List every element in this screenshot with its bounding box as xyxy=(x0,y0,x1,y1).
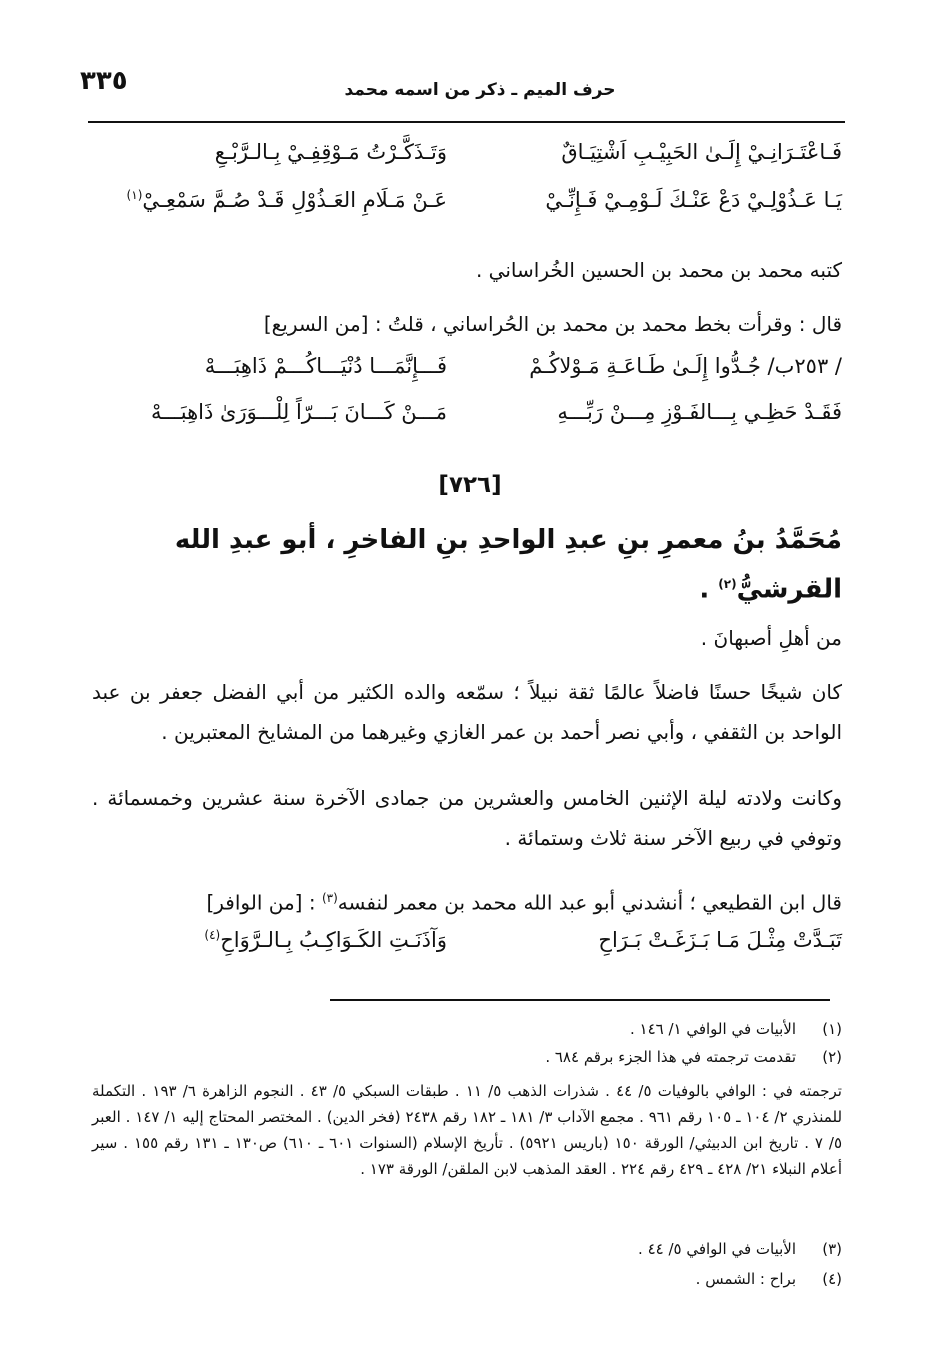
footnote xyxy=(102,1044,842,1070)
verse-line xyxy=(92,354,842,392)
footnote-text: الأبيات في الوافي ٥/ ٤٤ . xyxy=(638,1240,796,1258)
qatii-line: قال ابن القطيعي ؛ أنشدني أبو عبد الله محمد بن معمر لنفسه$^{(٣)}$ : [من الوافر] xyxy=(206,890,842,915)
footnote-ref: (٤) xyxy=(204,928,221,942)
footnote-number: (٢) xyxy=(822,1048,842,1066)
footnote-number: (٤) xyxy=(822,1270,842,1288)
header-rule xyxy=(88,121,845,123)
footnote xyxy=(102,1266,842,1292)
paragraph: كان شيخًا حسنًا فاضلاً عالمًا ثقة نبيلاً ؛ سمّعه والده الكثير من أبي الفضل جعفر بن عبد الواحد بن الثقفي ، وأبي نصر أحمد بن عمر الغازي وغيرهما من المشايخ المعتبرين . xyxy=(92,680,842,744)
page-number: ٣٣٥ xyxy=(80,66,128,96)
footnote xyxy=(102,1016,842,1042)
footnote-ref: (٢) xyxy=(718,577,737,591)
verse-second-hemistich: وَتَـذَكَّـرْتُ مَـوْقِفِـيْ بِـالـرَّبْـعِ xyxy=(214,140,447,164)
verse-first-hemistich: فَقَـدْ حَظِـي بِـــالفَـوْزِ مِـــنْ رَبِّـــهِ xyxy=(557,400,842,424)
verse-second-hemistich: عَـنْ مَـلَامِ العَـذُوْلِ قَـدْ صُـمَّ سَمْعِـيْ$^{(١)}$ xyxy=(126,188,447,212)
entry-title: مُحَمَّدُ بنُ معمرِ بنِ عبدِ الواحدِ بنِ الفاخرِ ، أبو عبدِ الله القرشيُّ$^{(٢)}$ . xyxy=(174,525,842,605)
verse-line xyxy=(92,188,842,226)
verse-second-hemistich: مَـــنْ كَـــانَ بَـــرّاً لِلْـــوَرَىٰ ذَاهِبَـــهْ xyxy=(151,400,447,424)
verse-second-hemistich: فَـــإِنَّمَـــا دُنْيَـــاكُـــمْ ذَاهِبَـــهْ xyxy=(204,354,447,378)
qala-line: قال : وقرأت بخط محمد بن محمد بن الحُراساني ، قلتُ : [من السريع] xyxy=(263,312,842,336)
footnote-ref: (١) xyxy=(126,188,143,202)
verse-first-hemistich: تَبَـدَّتْ مِثْـلَ مَـا بَـزَغَـتْ بَـرَاحِ xyxy=(598,928,842,952)
verse-line xyxy=(92,928,842,966)
footnote-text: براح : الشمس . xyxy=(695,1270,796,1288)
paragraph: من أهلِ أصبهانَ . xyxy=(700,626,842,650)
paragraph: وكانت ولادته ليلة الإثنين الخامس والعشرين من جمادى الآخرة سنة عشرين وخمسمائة . وتوفي في ربيع الآخر سنة ثلاث وستمائة . xyxy=(92,786,842,850)
footnote-rule xyxy=(330,999,830,1001)
footnote-ref: (٣) xyxy=(321,891,338,905)
entry-number: [٧٢٦] xyxy=(438,472,502,498)
footnote-text: تقدمت ترجمته في هذا الجزء برقم ٦٨٤ . xyxy=(545,1048,796,1066)
verse-line xyxy=(92,140,842,178)
footnote-number: (١) xyxy=(822,1020,842,1038)
verse-first-hemistich: فَـاعْتَـرَانِـيْ إِلَـىٰ الحَبِيْـبِ اَشْتِيَـاقٌ xyxy=(561,140,842,164)
scribe-line: كتبه محمد بن محمد بن الحسين الخُراساني . xyxy=(475,258,842,282)
footnote-number: (٣) xyxy=(822,1240,842,1258)
verse-line xyxy=(92,400,842,438)
verse-first-hemistich: / ٢٥٣ب/ جُـدُّوا إِلَـىٰ طَـاعَـةِ مَـوْلاكُـمْ xyxy=(529,354,842,378)
running-title: حرف الميم ـ ذكر من اسمه محمد xyxy=(344,80,616,100)
verse-first-hemistich: يَـا عَـذُوْلِـيْ دَعْ عَنْـكَ لَـوْمِـيْ فَـإِنِّـيْ xyxy=(545,188,842,212)
footnote-text: الأبيات في الوافي ١/ ١٤٦ . xyxy=(629,1020,796,1038)
footnote-sources: ترجمته في : الوافي بالوفيات ٥/ ٤٤ . شذرات الذهب ٥/ ١١ . طبقات السبكي ٥/ ٤٣ . النجوم الزاهرة ٦/ ١٩٣ . التكملة للمنذري ٢/ ١٠٤ ـ ١٠٥ رقم ٩٦١ . مجمع الآداب ٣/ ١٨١ ـ ١٨٢ رقم ٢٤٣٨ (فخر الدين) . المختصر المحتاج إليه ١/ ١٤٧ . العبر ٥/ ٧ . تاريخ ابن الدبيثي/ الورقة ١٥٠ (باريس ٥٩٢١) . تأريخ الإسلام (السنوات ٦٠١ ـ ٦١٠) ص١٣٠ ـ ١٣١ رقم ١٥٥ . سير أعلام النبلاء ٢١/ ٤٢٨ ـ ٤٢٩ رقم ٢٢٤ . العقد المذهب لابن الملقن/ الورقة ١٧٣ . xyxy=(92,1082,843,1178)
footnote xyxy=(102,1236,842,1262)
verse-second-hemistich: وَآذَنَـتِ الكَـوَاكِـبُ بِـالـرَّوَاحِ$^{(٤)}$ xyxy=(204,928,447,952)
